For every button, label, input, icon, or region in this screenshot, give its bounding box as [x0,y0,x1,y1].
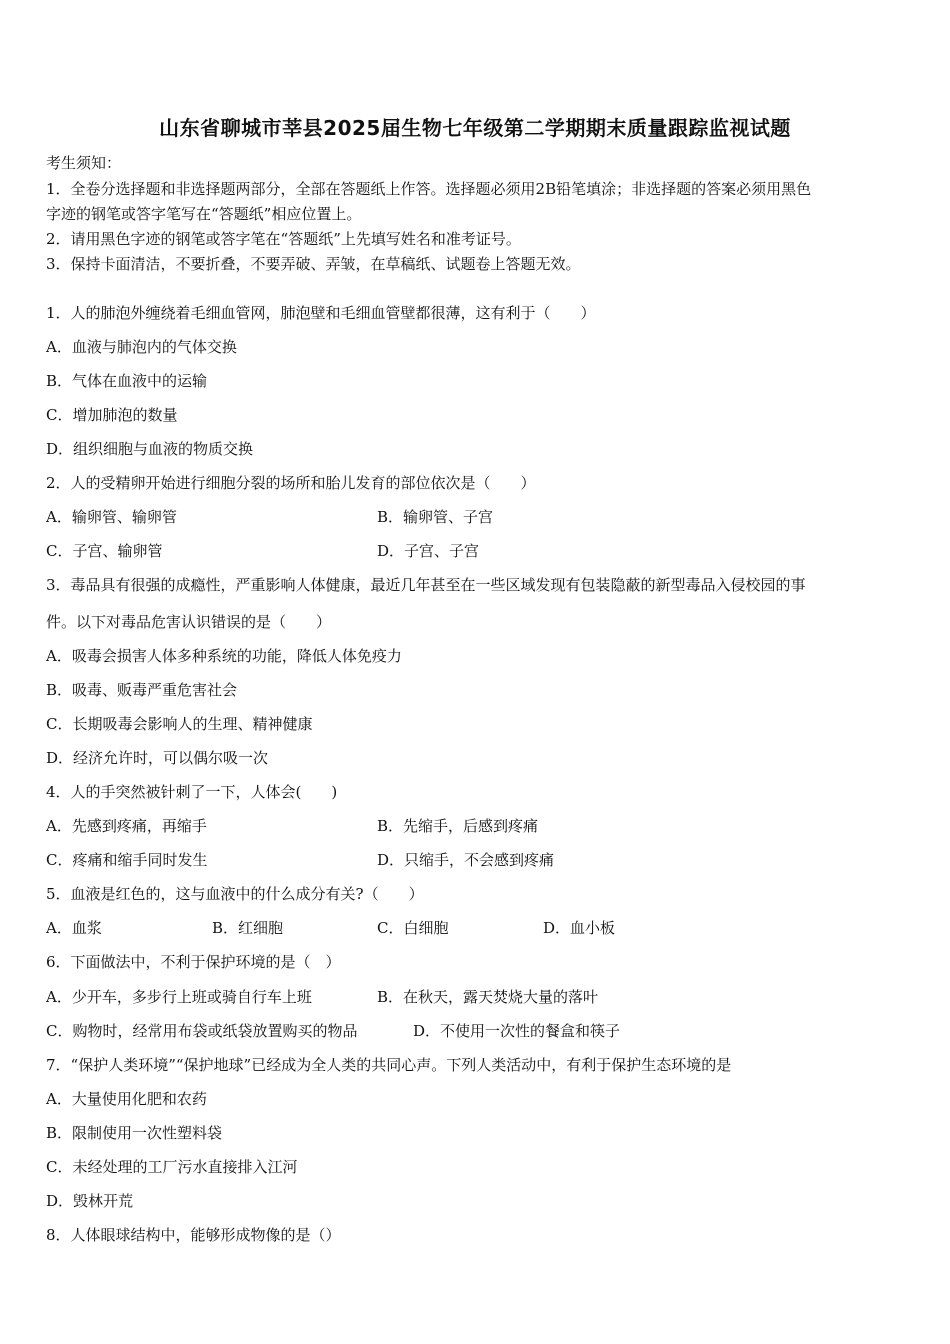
option: C．购物时，经常用布袋或纸袋放置购买的物品 [46,1022,358,1040]
option: B．先缩手，后感到疼痛 [377,817,539,835]
option: D．血小板 [543,919,616,937]
question-stem: 7．“保护人类环境”“保护地球”已经成为全人类的共同心声。下列人类活动中，有利于保护生态环境的是 [46,1056,732,1074]
option: B．输卵管、子宫 [377,508,494,526]
option: D．组织细胞与血液的物质交换 [46,440,254,458]
option: B．吸毒、贩毒严重危害社会 [46,681,238,699]
option: A．吸毒会损害人体多种系统的功能，降低人体免疫力 [46,647,402,665]
option: C．白细胞 [377,919,449,937]
option: C．未经处理的工厂污水直接排入江河 [46,1158,298,1176]
option: B．红细胞 [212,919,284,937]
notice-item: 2．请用黑色字迹的钢笔或答字笔在“答题纸”上先填写姓名和准考证号。 [46,230,521,248]
option: D．经济允许时，可以偶尔吸一次 [46,749,269,767]
question-stem: 8．人体眼球结构中，能够形成物像的是（） [46,1226,341,1244]
option: A．先感到疼痛，再缩手 [46,817,207,835]
question-stem: 5．血液是红色的，这与血液中的什么成分有关?（ ） [46,885,424,903]
option: A．少开车，多步行上班或骑自行车上班 [46,988,312,1006]
option: A．输卵管、输卵管 [46,508,177,526]
question-stem: 4．人的手突然被针刺了一下，人体会( ) [46,783,338,801]
option: C．子宫、输卵管 [46,542,163,560]
option: C．疼痛和缩手同时发生 [46,851,208,869]
option: D．子宫、子宫 [377,542,480,560]
page-title: 山东省聊城市莘县2025届生物七年级第二学期期末质量跟踪监视试题 [159,116,791,140]
question-stem: 2．人的受精卵开始进行细胞分裂的场所和胎儿发育的部位依次是（ ） [46,474,536,492]
question-stem: 1．人的肺泡外缠绕着毛细血管网，肺泡壁和毛细血管壁都很薄，这有利于（ ） [46,304,596,322]
option: B．限制使用一次性塑料袋 [46,1124,223,1142]
option: B．在秋天，露天焚烧大量的落叶 [377,988,599,1006]
option: C．增加肺泡的数量 [46,406,178,424]
notice-heading: 考生须知： [46,154,122,172]
question-stem: 6．下面做法中，不利于保护环境的是（ ） [46,953,341,971]
option: D．不使用一次性的餐盒和筷子 [413,1022,621,1040]
option: B．气体在血液中的运输 [46,372,208,390]
notice-item: 1．全卷分选择题和非选择题两部分，全部在答题纸上作答。选择题必须用2B铅笔填涂；非选择题的答案必须用黑色 [46,180,812,198]
option: D．只缩手，不会感到疼痛 [377,851,555,869]
option: D．毁林开荒 [46,1192,134,1210]
option: A．血浆 [46,919,102,937]
notice-item: 3．保持卡面清洁，不要折叠，不要弄破、弄皱，在草稿纸、试题卷上答题无效。 [46,255,581,273]
question-stem: 3．毒品具有很强的成瘾性，严重影响人体健康，最近几年甚至在一些区域发现有包装隐蔽的新型毒品入侵校园的事 [46,576,806,594]
option: C．长期吸毒会影响人的生理、精神健康 [46,715,313,733]
option: A．血液与肺泡内的气体交换 [46,338,237,356]
option: A．大量使用化肥和农药 [46,1090,207,1108]
question-stem: 件。以下对毒品危害认识错误的是（ ） [46,613,332,631]
notice-item: 字迹的钢笔或答字笔写在“答题纸”相应位置上。 [46,205,362,223]
